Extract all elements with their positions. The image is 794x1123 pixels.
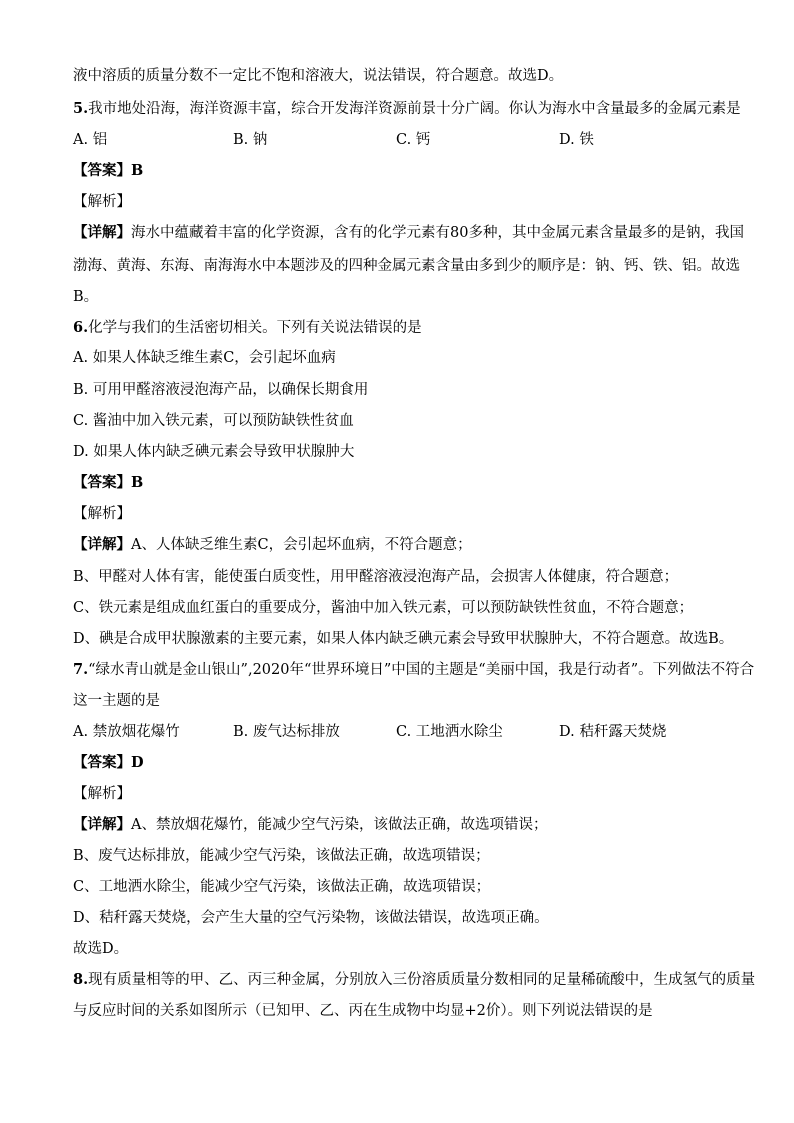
answer-line — [73, 473, 143, 493]
answer-line — [73, 753, 144, 773]
analysis-tag: 【解析】 — [73, 194, 131, 210]
option-b: B. 废气达标排放 — [233, 724, 340, 740]
option-d: D. 铁 — [559, 132, 594, 148]
explanation-line — [73, 223, 744, 243]
explanation-text: A、禁放烟花爆竹，能减少空气污染，该做法正确，故选项错误； — [131, 817, 548, 833]
question-text: 化学与我们的生活密切相关。下列有关说法错误的是 — [88, 320, 422, 336]
answer-tag: 【答案】 — [73, 162, 131, 179]
text-line: 液中溶质的质量分数不一定比不饱和溶液大，说法错误，符合题意。故选D。 — [73, 68, 564, 84]
analysis-tag: 【解析】 — [73, 506, 131, 522]
explanation-text: A、人体缺乏维生素C，会引起坏血病，不符合题意； — [131, 537, 472, 553]
question-text: 我市地处沿海，海洋资源丰富，综合开发海洋资源前景十分广阔。你认为海水中含量最多的金属元素是 — [88, 101, 741, 117]
question-5 — [73, 99, 741, 119]
option-d: D. 秸秆露天焚烧 — [559, 724, 667, 740]
option-c: C. 酱油中加入铁元素，可以预防缺铁性贫血 — [73, 413, 354, 429]
explanation-line: B、废气达标排放，能减少空气污染，该做法正确，故选项错误； — [73, 848, 490, 864]
option-a: A. 铝 — [73, 132, 108, 148]
question-number: 8. — [73, 971, 89, 988]
explanation-tag: 【详解】 — [73, 816, 131, 833]
question-6 — [73, 318, 422, 338]
option-b: B. 钠 — [233, 132, 268, 148]
question-text: 这一主题的是 — [73, 693, 160, 709]
answer-value: B — [131, 162, 144, 179]
question-number: 6. — [73, 319, 89, 336]
question-text: 与反应时间的关系如图所示（已知甲、乙、丙在生成物中均显+2价）。则下列说法错误的是 — [73, 1003, 653, 1019]
explanation-line: B、甲醛对人体有害，能使蛋白质变性，用甲醛溶液浸泡海产品，会损害人体健康，符合题意； — [73, 569, 679, 585]
explanation-tag: 【详解】 — [73, 536, 131, 553]
question-text: 现有质量相等的甲、乙、丙三种金属，分别放入三份溶质质量分数相同的足量稀硫酸中，生成氢气的质量 — [88, 972, 756, 988]
answer-line — [73, 161, 143, 181]
answer-tag: 【答案】 — [73, 474, 131, 491]
analysis-tag: 【解析】 — [73, 786, 131, 802]
question-number: 5. — [73, 100, 89, 117]
option-c: C. 钙 — [396, 132, 431, 148]
question-7 — [73, 660, 754, 680]
option-a: A. 如果人体缺乏维生素C，会引起坏血病 — [73, 350, 336, 366]
explanation-line: B。 — [73, 289, 99, 305]
option-a: A. 禁放烟花爆竹 — [73, 724, 180, 740]
answer-value: B — [131, 474, 144, 491]
question-number: 7. — [73, 661, 89, 678]
explanation-line: D、碘是合成甲状腺激素的主要元素，如果人体内缺乏碘元素会导致甲状腺肿大，不符合题意。故选B。 — [73, 631, 734, 647]
answer-tag: 【答案】 — [73, 754, 131, 771]
explanation-line — [73, 535, 472, 555]
option-b: B. 可用甲醛溶液浸泡海产品，以确保长期食用 — [73, 382, 369, 398]
explanation-line: D、秸秆露天焚烧，会产生大量的空气污染物，该做法错误，故选项正确。 — [73, 910, 549, 926]
option-d: D. 如果人体内缺乏碘元素会导致甲状腺肿大 — [73, 444, 355, 460]
question-text: “绿水青山就是金山银山”,2020年“世界环境日”中国的主题是“美丽中国，我是行动者”。下列做法不符合 — [88, 662, 755, 678]
explanation-line: C、工地洒水除尘，能减少空气污染，该做法正确，故选项错误； — [73, 879, 491, 895]
explanation-line: C、铁元素是组成血红蛋白的重要成分，酱油中加入铁元素，可以预防缺铁性贫血，不符合题意； — [73, 600, 694, 616]
option-c: C. 工地洒水除尘 — [396, 724, 503, 740]
explanation-line: 渤海、黄海、东海、南海海水中本题涉及的四种金属元素含量由多到少的顺序是：钠、钙、铁、铝。故选 — [73, 258, 740, 274]
explanation-line: 故选D。 — [73, 941, 129, 957]
question-8 — [73, 970, 755, 990]
explanation-line — [73, 815, 547, 835]
explanation-text: 海水中蕴藏着丰富的化学资源，含有的化学元素有80多种，其中金属元素含量最多的是钠，我国 — [131, 225, 744, 241]
explanation-tag: 【详解】 — [73, 224, 131, 241]
answer-value: D — [131, 754, 144, 771]
